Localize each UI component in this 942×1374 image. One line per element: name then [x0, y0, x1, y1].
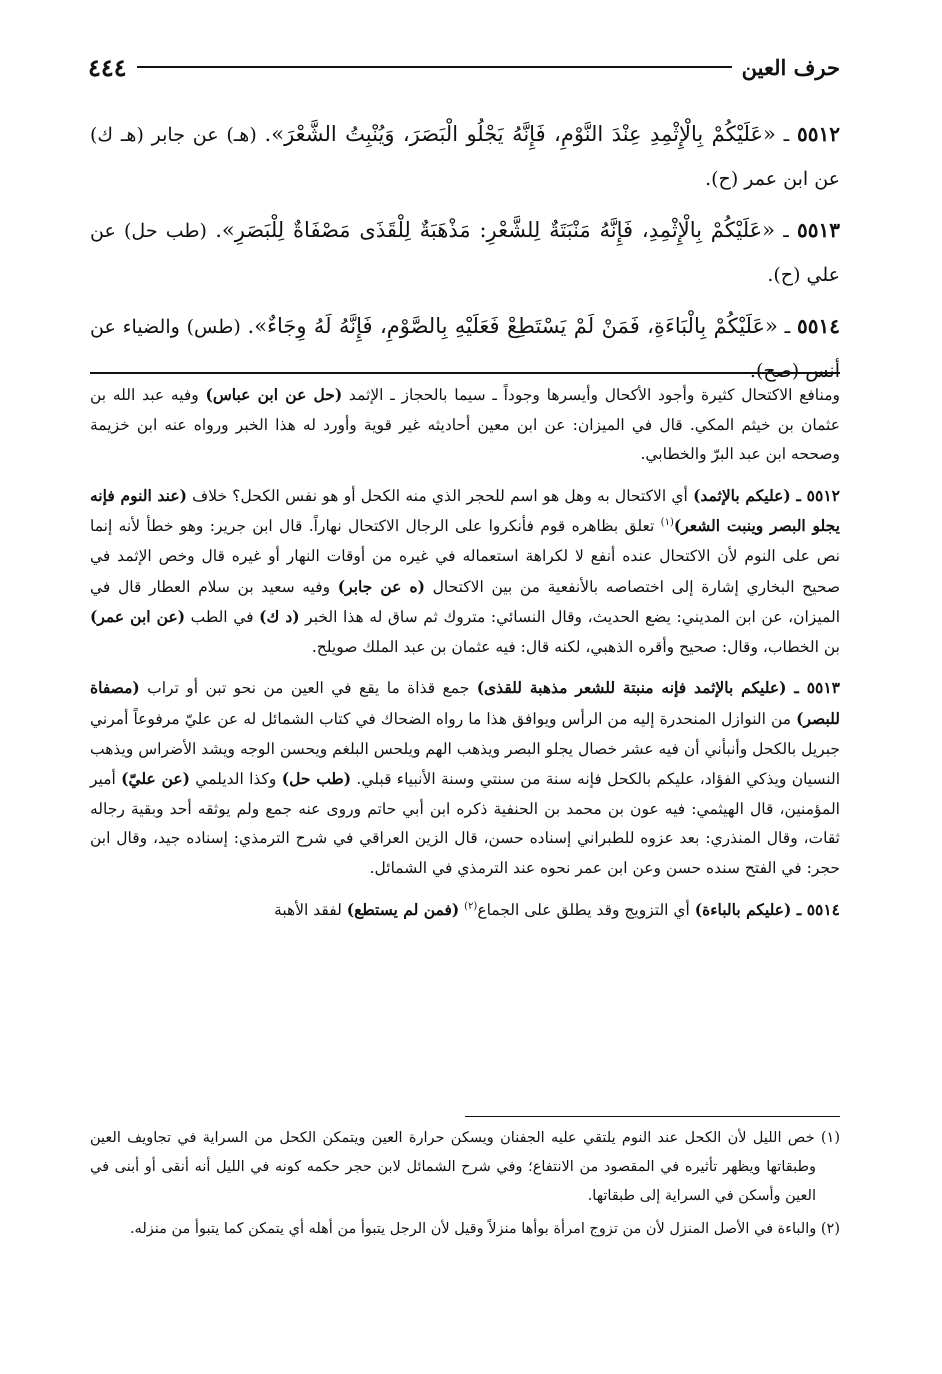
commentary-reference: (د ك)	[259, 607, 300, 627]
page-number: ٤٤٤	[88, 52, 127, 82]
chapter-title: حرف العين	[741, 54, 840, 80]
commentary-reference: (عن ابن عمر)	[90, 607, 186, 627]
commentary	[90, 380, 840, 936]
commentary-text: وفيه سعيد بن سلام العطار قال في الميزان، عن ابن المديني: يضع الحديث، وقال النسائي: متروك ثم ساق له هذا الخبر	[90, 577, 840, 627]
hadith-number: ٥٥١٣	[797, 218, 840, 242]
commentary-text: جمع قذاة ما يقع في العين من نحو تبن أو تراب	[139, 679, 477, 698]
footnote-2: (٢) والباءة في الأصل المنزل لأن من تزوج امرأة بوأها منزلاً وقيل لأن الرجل يتبوأ من أهله أي يتمكن كما يتبوأ من منزله.	[129, 1221, 840, 1237]
commentary-text: وفيه عبد الله بن عثمان بن خيثم المكي. قال في الميزان: عن ابن معين أحاديثه غير قوية وأورد له هذا الخبر ورواه عنه ابن خزيمة وصححه ابن عبد البرّ والخطابي.	[90, 386, 840, 464]
commentary-5512	[90, 481, 840, 663]
commentary-quote: (مصفاة للبصر)	[90, 678, 840, 728]
commentary-intro	[90, 380, 840, 470]
footnote-divider	[465, 1116, 840, 1117]
hadith-entry-5512	[90, 112, 840, 201]
hadith-source: (هـ) عن جابر (هـ ك) عن ابن عمر (ح).	[90, 124, 840, 190]
commentary-text: ومنافع الاكتحال كثيرة وأجود الأكحال وأيسرها وجوداً ـ سيما بالحجاز ـ الإثمد	[342, 386, 840, 404]
commentary-text: من النوازل المنحدرة إليه من الرأس ويوافق هذا ما رواه الضحاك في كتاب الشمائل له عن عليّ مرفوعاً أمرني جبريل بالكحل وأنبأني أن فيه عشر خصال يجلو البصر ويذهب الهم ويلحس البلغم ويحسن الوجه ويشد الأضراس ويذهب النسيان ويذكي الفؤاد، عليكم بالكحل فإنه سنة من سنتي وسنة الأنبياء قبلي.	[90, 709, 841, 789]
footnotes	[90, 1124, 840, 1248]
hadith-list	[90, 112, 840, 400]
commentary-text: بن الخطاب، وقال: صحيح وأقره الذهبي، لكنه قال: فيه عثمان بن عبد الملك صويلح.	[311, 637, 840, 656]
footnote-marker[interactable]: (٢)	[464, 900, 478, 912]
commentary-text: أمير المؤمنين، قال الهيثمي: فيه عون بن محمد بن الحنفية ذكره ابن أبي حاتم وروى عنه جمع ولم يوثقه أحد وبقية رجاله ثقات، وقال المنذري: بعد عزوه للطبراني إسناده حسن، قال الزين العراقي في شرح الترمذي: إسناده جيد، وقال ابن حجر: في الفتح سنده حسن وعن ابن عمر نحوه عند الترمذي في الشمائل.	[90, 770, 840, 877]
commentary-reference: (حل عن ابن عباس)	[205, 385, 343, 404]
commentary-heading: ٥٥١٢ ـ (عليكم بالإثمد)	[693, 485, 840, 505]
commentary-5514	[90, 895, 840, 926]
commentary-text: تعلق بظاهره قوم فأنكروا على الرجال الاكتحال نهاراً. قال ابن جرير: وهو خطأ لأنه إنما نص على النوم لأن الاكتحال عنده أنفع لا لكراهة استعماله في غيره من أوقات النهار أو غيره قال وخص الإثمد في صحيح البخاري إشارة إلى اختصاصه بالأنفعية من بين الاكتحال	[90, 517, 840, 596]
hadith-text: «عَلَيْكُمْ بِالْبَاءَةِ، فَمَنْ لَمْ يَسْتَطِعْ فَعَلَيْهِ بِالصَّوْمِ، فَإِنَّهُ لَهُ وِجَاءٌ».	[247, 314, 778, 338]
commentary-quote: (فمن لم يستطع)	[346, 899, 460, 919]
footnote-1: (١) خص الليل لأن الكحل عند النوم يلتقي عليه الجفنان ويسكن حرارة العين ويتمكن الكحل من السراية في تجاويف العين وطبقاتها ويظهر تأثيره في المقصود من الانتفاع؛ وفي شرح الشمائل لابن حجر حكمه كونه في الليل أنه أنقى أو أبنى في العين وأسكن في السراية إلى طبقاتها.	[90, 1130, 840, 1204]
commentary-5513	[90, 673, 840, 883]
hadith-text: «عَلَيْكُمْ بِالْإِثْمِدِ عِنْدَ النَّوْمِ، فَإِنَّهُ يَجْلُو الْبَصَرَ، وَيُنْبِتُ الشَّعْرَ».	[264, 122, 776, 146]
commentary-text: وكذا الديلمي	[189, 770, 282, 789]
commentary-text: في الطب	[185, 608, 260, 627]
commentary-reference: (عن عليّ)	[121, 769, 190, 789]
footnote-marker[interactable]: (١)	[660, 517, 674, 529]
hadith-number: ٥٥١٤	[797, 314, 841, 338]
commentary-quote: (عند النوم فإنه يجلو البصر وينبت الشعر)	[90, 485, 840, 536]
hadith-source: (طب حل) عن علي (ح).	[90, 220, 840, 286]
dash: ـ	[775, 220, 789, 242]
section-divider	[90, 372, 840, 374]
commentary-reference: (ه عن جابر)	[337, 576, 425, 596]
commentary-text: لفقد الأهبة	[274, 900, 347, 919]
hadith-entry-5513	[90, 208, 840, 297]
dash: ـ	[777, 316, 791, 338]
hadith-number: ٥٥١٢	[797, 122, 840, 146]
commentary-heading: ٥٥١٤ ـ (عليكم بالباءة)	[694, 899, 840, 919]
commentary-reference: (طب حل)	[281, 769, 352, 789]
header-rule	[137, 66, 732, 68]
running-header	[88, 50, 840, 84]
dash: ـ	[775, 124, 790, 146]
commentary-heading: ٥٥١٣ ـ (عليكم بالإثمد فإنه منبتة للشعر مذهبة للقذى)	[476, 678, 840, 698]
commentary-text: أي الاكتحال به وهل هو اسم للحجر الذي منه الكحل أو هو نفس الكحل؟ خلاف	[186, 486, 694, 505]
hadith-source: (طس) والضياء عن أنس (صح).	[90, 316, 840, 382]
commentary-text: أي التزويج وقد يطلق على الجماع	[477, 900, 695, 919]
hadith-text: «عَلَيْكُمْ بِالْإِثْمِدِ، فَإِنَّهُ مَنْبَتَةٌ لِلشَّعْرِ: مَذْهَبَةٌ لِلْقَذَى مَصْفَاةٌ لِلْبَصَرِ».	[215, 218, 776, 242]
